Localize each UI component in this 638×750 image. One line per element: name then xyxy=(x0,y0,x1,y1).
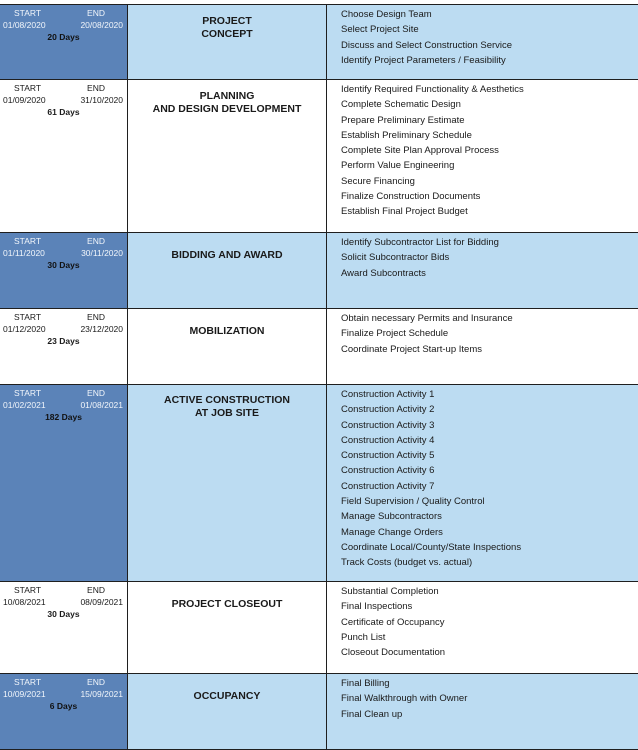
phase-name-line: PROJECT CLOSEOUT xyxy=(171,598,283,610)
task-item: Track Costs (budget vs. actual) xyxy=(341,557,473,569)
task-item: Closeout Documentation xyxy=(341,647,446,659)
task-item: Establish Preliminary Schedule xyxy=(341,129,472,141)
task-item: Final Inspections xyxy=(341,601,413,613)
duration: 23 Days xyxy=(47,336,80,346)
phase-name-line: BIDDING AND AWARD xyxy=(171,249,283,261)
date-labels xyxy=(0,585,127,595)
task-item: Complete Site Plan Approval Process xyxy=(341,145,499,157)
phase-dates-cell xyxy=(0,5,128,79)
task-item: Perform Value Engineering xyxy=(341,160,455,172)
task-item: Manage Change Orders xyxy=(341,526,443,538)
phase-tasks xyxy=(327,674,638,749)
task-item: Coordinate Project Start-up Items xyxy=(341,343,482,355)
phase-tasks xyxy=(327,385,638,581)
date-values xyxy=(0,597,127,607)
phase-name xyxy=(128,309,327,384)
phase-dates-cell xyxy=(0,233,128,308)
phase-row xyxy=(0,308,638,384)
task-item: Certificate of Occupancy xyxy=(341,616,445,628)
end-label: END xyxy=(87,312,105,322)
phase-tasks xyxy=(327,233,638,308)
phase-name-line: ACTIVE CONSTRUCTION xyxy=(164,394,290,406)
task-item: Identify Project Parameters / Feasibility xyxy=(341,54,506,66)
task-item: Award Subcontracts xyxy=(341,267,426,279)
phase-tasks xyxy=(327,5,638,79)
task-item: Obtain necessary Permits and Insurance xyxy=(341,313,513,324)
end-label: END xyxy=(87,585,105,595)
end-date: 15/09/2021 xyxy=(80,689,123,699)
date-labels xyxy=(0,312,127,322)
phase-name xyxy=(128,582,327,673)
phase-row xyxy=(0,581,638,673)
date-labels xyxy=(0,8,127,18)
phase-tasks xyxy=(327,309,638,384)
start-date: 01/08/2020 xyxy=(3,20,46,30)
task-item: Manage Subcontractors xyxy=(341,511,442,523)
date-values xyxy=(0,324,127,334)
date-values xyxy=(0,95,127,105)
task-item: Construction Activity 3 xyxy=(341,419,435,431)
duration: 182 Days xyxy=(45,412,82,422)
task-item: Punch List xyxy=(341,631,386,643)
start-date: 01/11/2020 xyxy=(3,248,45,258)
phase-dates-cell xyxy=(0,582,128,673)
task-item: Finalize Project Schedule xyxy=(341,328,449,340)
end-label: END xyxy=(87,677,105,687)
task-item: Prepare Preliminary Estimate xyxy=(341,114,465,126)
phase-name xyxy=(128,385,327,581)
date-labels xyxy=(0,677,127,687)
date-values xyxy=(0,689,127,699)
task-item: Construction Activity 2 xyxy=(341,404,435,416)
phase-name xyxy=(128,233,327,308)
task-item: Construction Activity 4 xyxy=(341,434,435,446)
end-date: 31/10/2020 xyxy=(80,95,123,105)
phase-dates-cell xyxy=(0,80,128,232)
task-item: Discuss and Select Construction Service xyxy=(341,39,513,51)
end-date: 01/08/2021 xyxy=(80,400,123,410)
task-item: Construction Activity 1 xyxy=(341,389,435,400)
start-label: START xyxy=(14,677,42,687)
task-item: Secure Financing xyxy=(341,175,415,187)
end-label: END xyxy=(87,388,105,398)
phase-row xyxy=(0,232,638,308)
start-label: START xyxy=(14,83,42,93)
task-item: Identify Required Functionality & Aesthetics xyxy=(341,84,524,95)
duration: 61 Days xyxy=(47,107,80,117)
phase-name-line: OCCUPANCY xyxy=(193,690,261,702)
task-item: Solicit Subcontractor Bids xyxy=(341,252,450,264)
phase-row xyxy=(0,673,638,750)
phase-tasks xyxy=(327,80,638,232)
end-date: 20/08/2020 xyxy=(80,20,123,30)
task-item: Coordinate Local/County/State Inspections xyxy=(341,541,522,553)
phase-name-line: AT JOB SITE xyxy=(195,407,259,419)
phase-name-line: PROJECT xyxy=(202,15,252,27)
phase-name xyxy=(128,80,327,232)
task-item: Final Billing xyxy=(341,678,390,689)
start-label: START xyxy=(14,312,42,322)
start-date: 10/09/2021 xyxy=(3,689,46,699)
date-values xyxy=(0,248,127,258)
phase-name-line: PLANNING xyxy=(199,90,255,102)
start-date: 01/09/2020 xyxy=(3,95,46,105)
start-label: START xyxy=(14,236,42,246)
start-date: 01/02/2021 xyxy=(3,400,46,410)
task-item: Complete Schematic Design xyxy=(341,99,461,111)
task-item: Select Project Site xyxy=(341,24,419,36)
phase-name-line: MOBILIZATION xyxy=(189,325,265,337)
start-date: 10/08/2021 xyxy=(3,597,46,607)
duration: 30 Days xyxy=(47,609,80,619)
task-item: Identify Subcontractor List for Bidding xyxy=(341,237,499,248)
task-item: Choose Design Team xyxy=(341,9,432,20)
end-label: END xyxy=(87,236,105,246)
date-labels xyxy=(0,83,127,93)
task-item: Construction Activity 6 xyxy=(341,465,435,477)
start-label: START xyxy=(14,8,42,18)
end-date: 08/09/2021 xyxy=(80,597,123,607)
start-label: START xyxy=(14,585,42,595)
phase-tasks xyxy=(327,582,638,673)
task-item: Field Supervision / Quality Control xyxy=(341,496,485,508)
date-labels xyxy=(0,388,127,398)
task-item: Construction Activity 7 xyxy=(341,480,435,492)
phase-row xyxy=(0,79,638,232)
phase-name xyxy=(128,5,327,79)
phase-name-line: CONCEPT xyxy=(201,28,253,40)
start-date: 01/12/2020 xyxy=(3,324,46,334)
phase-row xyxy=(0,4,638,79)
duration: 20 Days xyxy=(47,32,80,42)
duration: 30 Days xyxy=(47,260,80,270)
phase-row xyxy=(0,384,638,581)
phase-name xyxy=(128,674,327,749)
task-item: Final Clean up xyxy=(341,708,403,720)
task-item: Finalize Construction Documents xyxy=(341,191,481,203)
phase-dates-cell xyxy=(0,385,128,581)
phase-dates-cell xyxy=(0,674,128,749)
phase-name-line: AND DESIGN DEVELOPMENT xyxy=(152,103,302,115)
task-item: Substantial Completion xyxy=(341,586,439,597)
date-labels xyxy=(0,236,127,246)
end-date: 30/11/2020 xyxy=(81,248,123,258)
start-label: START xyxy=(14,388,42,398)
task-item: Construction Activity 5 xyxy=(341,450,435,462)
task-item: Establish Final Project Budget xyxy=(341,206,468,218)
date-values xyxy=(0,20,127,30)
duration: 6 Days xyxy=(49,701,78,711)
date-values xyxy=(0,400,127,410)
end-date: 23/12/2020 xyxy=(80,324,123,334)
end-label: END xyxy=(87,8,105,18)
phase-dates-cell xyxy=(0,309,128,384)
end-label: END xyxy=(87,83,105,93)
task-item: Final Walkthrough with Owner xyxy=(341,693,468,705)
